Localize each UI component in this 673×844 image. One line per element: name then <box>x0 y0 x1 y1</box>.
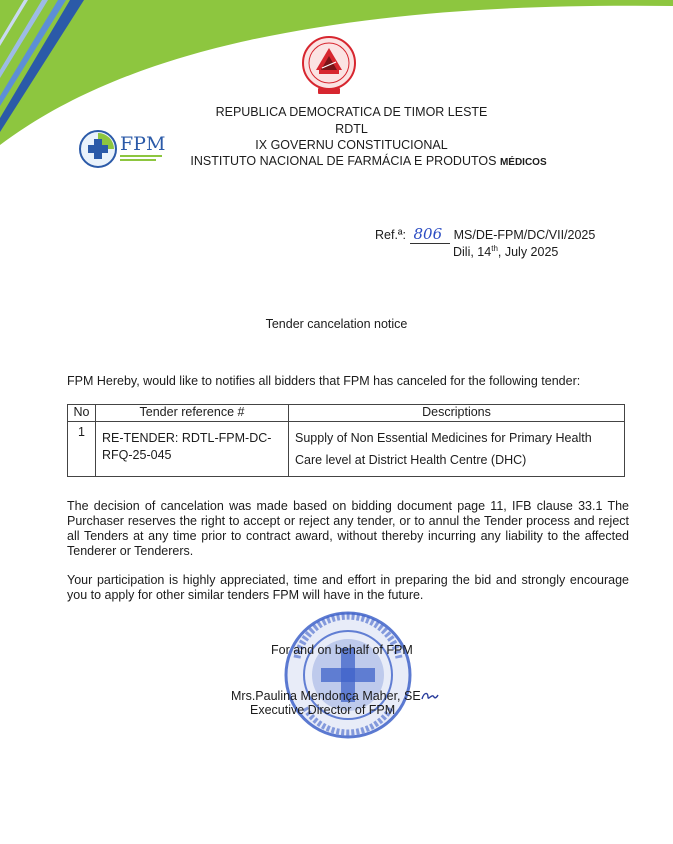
signatory-position: Executive Director of FPM <box>250 703 396 717</box>
date-prefix: Dili, 14 <box>453 245 492 260</box>
tender-table <box>67 404 625 477</box>
reference-line <box>375 225 595 243</box>
closing-paragraph: Your participation is highly appreciated, time and effort in preparing the bid and strongly encourage you to apply for other similar tenders FPM will have in the future. <box>67 573 629 602</box>
date-suffix: , July 2025 <box>497 245 559 260</box>
header-institute-small: MÉDICOS <box>499 157 547 168</box>
table-row <box>68 422 625 477</box>
header-country: REPUBLICA DEMOCRATICA DE TIMOR LESTE <box>215 105 488 119</box>
signatory-name-text: Mrs.Paulina Mendonça Maher, SE <box>231 689 421 703</box>
header-reference: Tender reference # <box>96 405 289 422</box>
row-no: 1 <box>68 422 96 477</box>
signatory-name <box>231 689 439 703</box>
document-title: Tender cancelation notice <box>265 317 408 331</box>
fpm-logo-icon <box>78 128 178 172</box>
on-behalf-text: For and on behalf of FPM <box>271 643 413 657</box>
reference-number: 806 <box>410 225 451 244</box>
fpm-logo-text: FPM <box>120 133 166 155</box>
document-date <box>453 244 558 259</box>
header-institute-text: INSTITUTO NACIONAL DE FARMÁCIA E PRODUTOS <box>190 154 497 168</box>
table-header-row <box>68 405 625 422</box>
row-description: Supply of Non Essential Medicines for Primary Health Care level at District Health Centre (DHC) <box>289 422 625 477</box>
header-descriptions: Descriptions <box>289 405 625 422</box>
header-government: IX GOVERNU CONSTITUCIONAL <box>255 138 448 152</box>
decision-paragraph: The decision of cancelation was made based on bidding document page 11, IFB clause 33.1 The Purchaser reserves the right to accept or reject any tender, or to annul the Tender process and reject all Tenders at any time prior to contract award, without thereby incurring any liability to the affected Tenderer or Tenderers. <box>67 499 629 558</box>
signature-scribble-icon <box>421 691 439 703</box>
header-no: No <box>68 405 96 422</box>
date-superscript: th <box>491 244 498 253</box>
intro-paragraph: FPM Hereby, would like to notifies all bidders that FPM has canceled for the following tender: <box>67 374 581 388</box>
national-emblem-icon <box>294 34 364 96</box>
header-rdtl: RDTL <box>335 122 368 136</box>
reference-code: MS/DE-FPM/DC/VII/2025 <box>453 228 596 242</box>
row-reference: RE-TENDER: RDTL-FPM-DC-RFQ-25-045 <box>96 422 289 477</box>
reference-prefix: Ref.ª: <box>375 228 407 242</box>
official-stamp-icon <box>283 610 413 740</box>
